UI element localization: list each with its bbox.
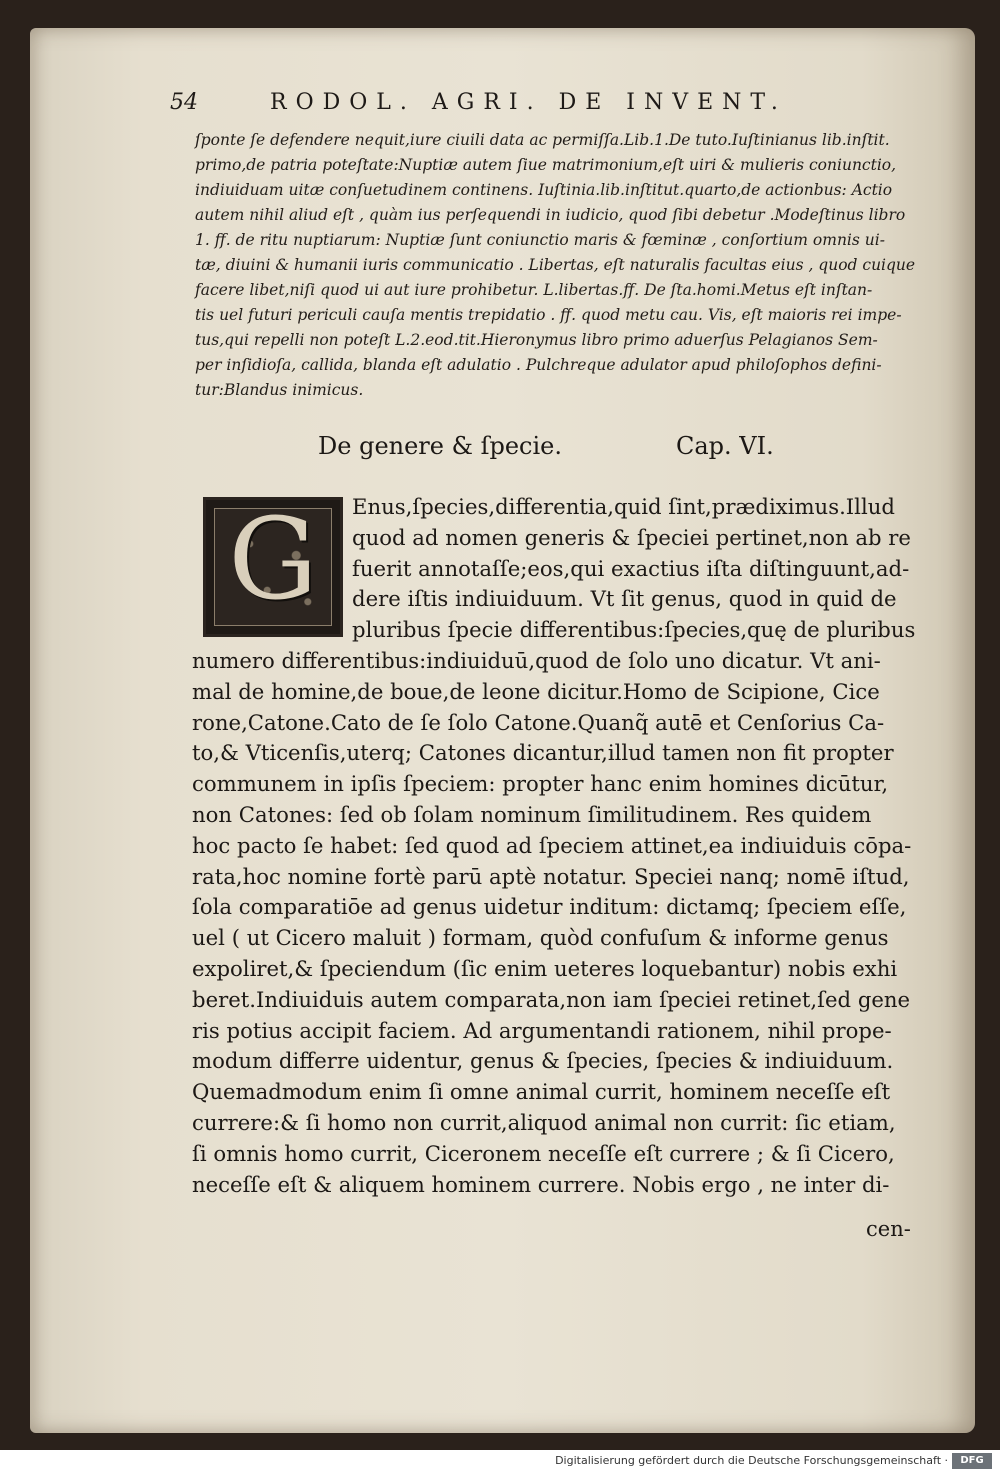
note-line: indiuiduam uitæ conſuetudinem continens. Iuſtinia.lib.inſtitut.quarto,de actionbus: Actio (195, 181, 893, 199)
note-line: ſponte ſe defendere nequit,iure ciuili data ac permiſſa.Lib.1.De tuto.Iuſtinianus lib.inſtit. (195, 131, 890, 149)
note-line: tis uel futuri periculi cauſa mentis trepidatio . ff. quod metu cau. Vis, eſt maioris rei impe- (195, 306, 902, 324)
body-line: rata,hoc nomine fortè parū aptè notatur. Speciei nanq; nomē iſtud, (192, 863, 910, 889)
body-line: Enus,ſpecies,differentia,quid ſint,prædiximus.Illud (352, 494, 895, 519)
funding-notice: Digitalisierung gefördert durch die Deutsche Forschungsgemeinschaft · (555, 1454, 948, 1467)
body-text (192, 492, 932, 1200)
chapter-heading (318, 432, 838, 472)
page-number: 54 (170, 90, 198, 115)
note-line: facere libet,niſi quod ui aut iure prohibetur. L.libertas.ff. De ſta.homi.Metus eſt inſtan- (195, 281, 873, 299)
body-line: uel ( ut Cicero maluit ) formam, quòd confuſum & informe genus (192, 925, 889, 951)
initial-letter: G (228, 495, 318, 625)
body-line: fuerit annotaſſe;eos,qui exactius iſta diſtinguunt,ad- (352, 555, 910, 581)
body-line: to,& Vticenſis,uterq; Catones dicantur,illud tamen non fit propter (192, 740, 894, 766)
note-line: tæ, diuini & humanii iuris communicatio . Libertas, eſt naturalis facultas eius , quod cuique (195, 256, 916, 274)
note-line: tur:Blandus inimicus. (195, 381, 364, 399)
body-line: currere:& ſi homo non currit,aliquod animal non currit: ſic etiam, (192, 1109, 896, 1135)
commentary-notes (195, 128, 935, 403)
running-head: RODOL. AGRI. DE INVENT. (270, 90, 787, 115)
chapter-number: Cap. VI. (676, 432, 774, 460)
catchword: cen- (866, 1217, 911, 1241)
body-line: non Catones: ſed ob ſolam nominum ſimilitudinem. Res quidem (192, 801, 872, 827)
note-line: autem nihil aliud eſt , quàm ius perſequendi in iudicio, quod ſibi debetur .Modeſtinus libro (195, 206, 906, 224)
body-line: numero differentibus:indiuiduū,quod de ſolo uno dicatur. Vt ani- (192, 647, 881, 673)
note-line: 1. ff. de ritu nuptiarum: Nuptiæ ſunt coniunctio maris & fœminæ , conſortium omnis ui- (195, 231, 885, 249)
body-line: neceſſe eſt & aliquem hominem currere. Nobis ergo , ne inter di- (192, 1171, 890, 1197)
body-line: ſi omnis homo currit, Ciceronem neceſſe eſt currere ; & ſi Cicero, (192, 1140, 895, 1166)
body-line: dere iſtis indiuiduum. Vt ſit genus, quod in quid de (352, 586, 897, 612)
body-line: rone,Catone.Cato de ſe ſolo Catone.Quanq̃ autē et Cenſorius Ca- (192, 709, 885, 735)
body-line: ſola comparatiōe ad genus uidetur inditum: dictamq; ſpeciem eſſe, (192, 894, 907, 920)
body-line: modum differre uidentur, genus & ſpecies, ſpecies & indiuiduum. (192, 1048, 894, 1074)
note-line: primo,de patria poteſtate:Nuptiæ autem ſiue matrimonium,eſt uiri & mulieris coniunctio, (195, 156, 897, 174)
body-line: ris potius accipit faciem. Ad argumentandi rationem, nihil prope- (192, 1017, 892, 1043)
body-line: Quemadmodum enim ſi omne animal currit, hominem neceſſe eſt (192, 1079, 891, 1105)
body-line: pluribus ſpecie differentibus:ſpecies,quę de pluribus (352, 617, 916, 643)
note-line: per inſidioſa, callida, blanda eſt adulatio . Pulchreque adulator apud philoſophos defini- (195, 356, 882, 374)
chapter-title: De genere & ſpecie. (318, 432, 562, 460)
body-line: expoliret,& ſpeciendum (ſic enim ueteres loquebantur) nobis exhi (192, 955, 898, 981)
body-line: mal de homine,de boue,de leone dicitur.Homo de Scipione, Cice (192, 678, 880, 704)
footer-bar (0, 1450, 1000, 1472)
note-line: tus,qui repelli non poteſt L.2.eod.tit.Hieronymus libro primo aduerſus Pelagianos Sem- (195, 331, 878, 349)
body-line: quod ad nomen generis & ſpeciei pertinet,non ab re (352, 524, 911, 550)
page-header (170, 90, 830, 126)
dfg-logo[interactable]: DFG (952, 1453, 992, 1469)
body-line: hoc pacto ſe habet: ſed quod ad ſpeciem attinet,ea indiuiduis cōpa- (192, 832, 912, 858)
body-line: beret.Indiuiduis autem comparata,non iam ſpeciei retinet,ſed gene (192, 986, 911, 1012)
body-line: communem in ipſis ſpeciem: propter hanc enim homines dicūtur, (192, 771, 889, 797)
